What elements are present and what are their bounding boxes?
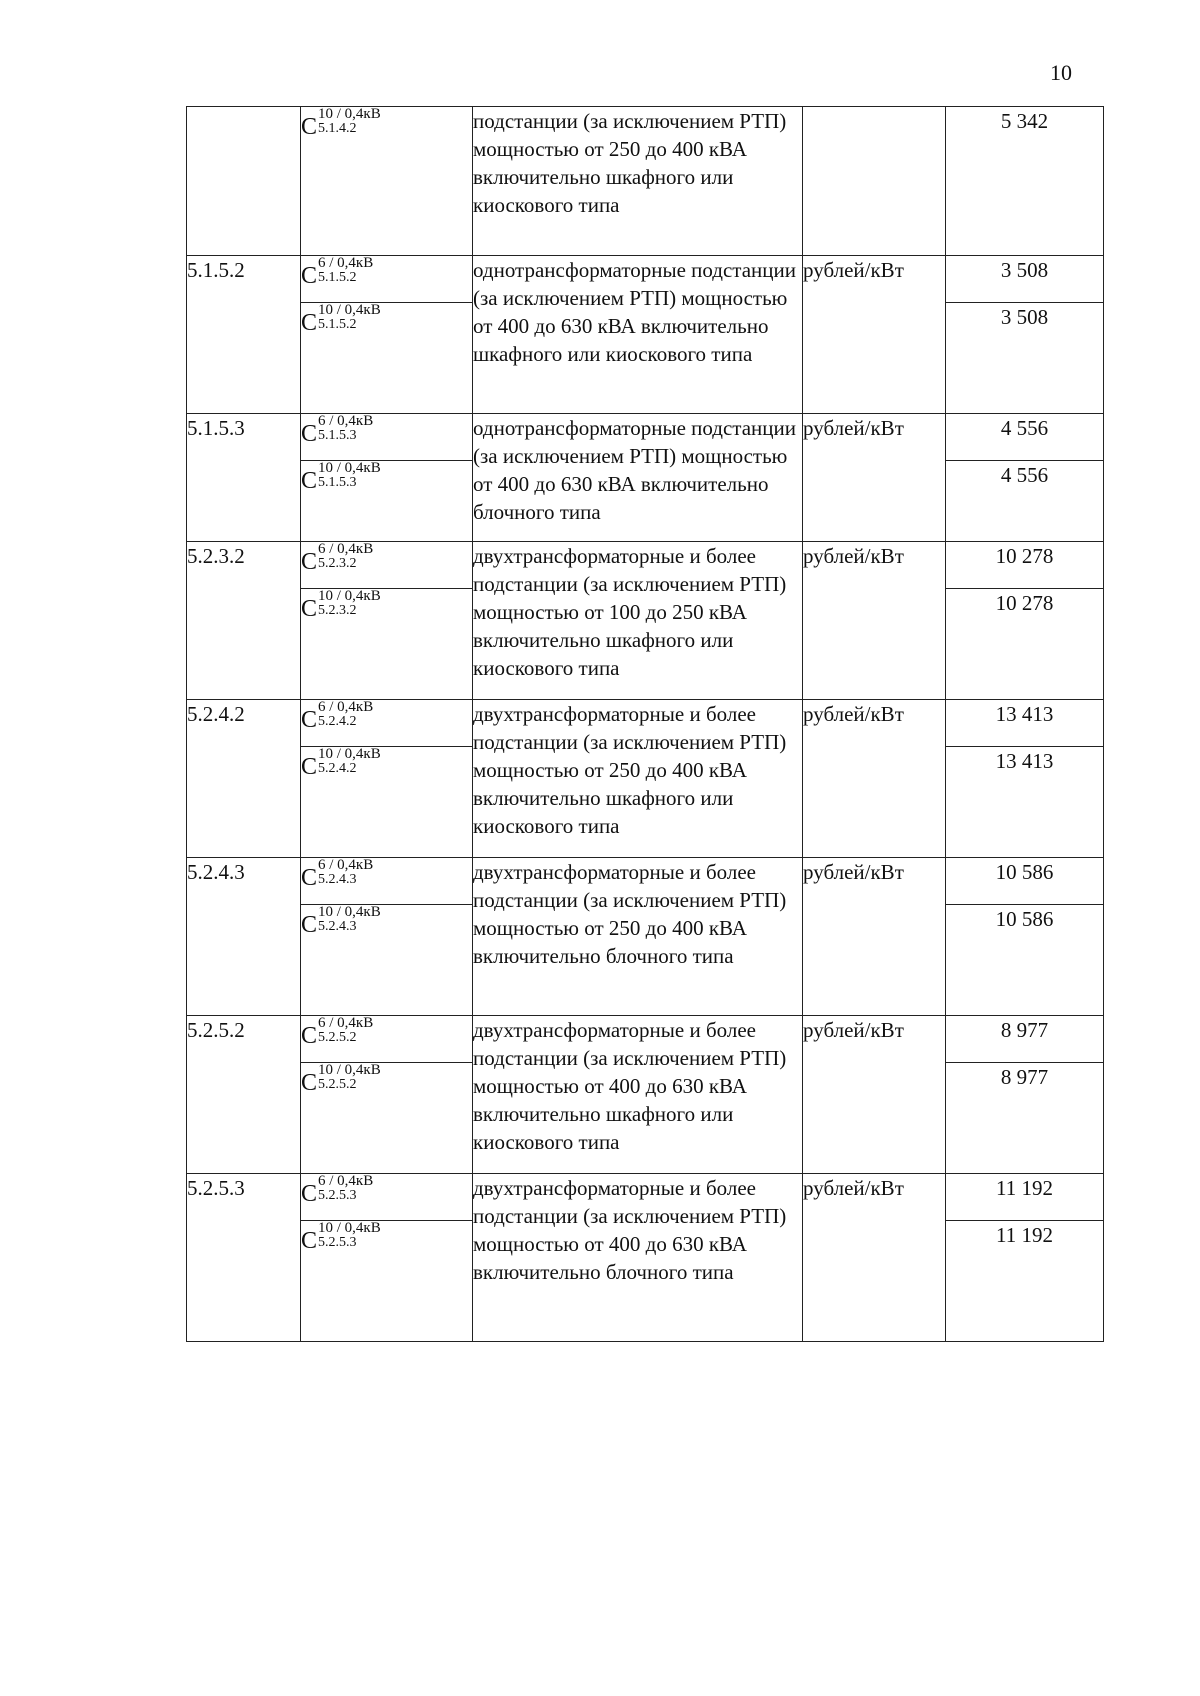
rate-symbol bbox=[301, 589, 381, 621]
rate-value: 10 586 bbox=[946, 858, 1104, 905]
rate-index: 5.2.5.3 bbox=[318, 1235, 357, 1250]
rate-index: 5.1.4.2 bbox=[318, 121, 357, 136]
voltage-class: 6 / 0,4кВ bbox=[318, 413, 374, 429]
rate-symbol-base: C bbox=[301, 1023, 318, 1049]
rate-symbol-cell bbox=[301, 700, 473, 747]
page-number: 10 bbox=[1050, 60, 1072, 85]
rate-value: 13 413 bbox=[946, 700, 1104, 747]
substation-description: однотрансформаторные подстанции (за исключением РТП) мощностью от 400 до 630 кВА включительно блочного типа bbox=[473, 414, 803, 542]
voltage-class: 10 / 0,4кВ bbox=[318, 1220, 381, 1236]
item-code: 5.1.5.3 bbox=[187, 414, 301, 542]
rate-symbol-base: C bbox=[301, 707, 318, 733]
item-code: 5.2.4.2 bbox=[187, 700, 301, 858]
table-row bbox=[187, 700, 1104, 747]
rate-symbol bbox=[301, 1221, 381, 1253]
rate-value: 4 556 bbox=[946, 461, 1104, 542]
rate-symbol-base: C bbox=[301, 912, 318, 938]
substation-description: двухтрансформаторные и более подстанции (за исключением РТП) мощностью от 400 до 630 кВА включительно шкафного или киоскового типа bbox=[473, 1016, 803, 1174]
rate-symbol-cell bbox=[301, 1063, 473, 1174]
rate-symbol bbox=[301, 461, 381, 493]
rate-value: 8 977 bbox=[946, 1016, 1104, 1063]
rate-symbol-cell bbox=[301, 1221, 473, 1342]
voltage-class: 6 / 0,4кВ bbox=[318, 1173, 374, 1189]
rate-symbol bbox=[301, 747, 381, 779]
rate-symbol bbox=[301, 256, 373, 288]
rate-value: 10 586 bbox=[946, 905, 1104, 1016]
rate-index: 5.2.3.2 bbox=[318, 603, 357, 618]
rate-symbol bbox=[301, 1174, 373, 1206]
item-code: 5.2.5.2 bbox=[187, 1016, 301, 1174]
rate-symbol-cell bbox=[301, 858, 473, 905]
rate-index: 5.1.5.2 bbox=[318, 317, 357, 332]
voltage-class: 10 / 0,4кВ bbox=[318, 746, 381, 762]
rate-symbol-base: C bbox=[301, 1181, 318, 1207]
rate-value: 11 192 bbox=[946, 1174, 1104, 1221]
voltage-class: 6 / 0,4кВ bbox=[318, 699, 374, 715]
table-row bbox=[187, 542, 1104, 589]
rate-index: 5.2.4.3 bbox=[318, 919, 357, 934]
rate-value: 10 278 bbox=[946, 542, 1104, 589]
rate-symbol bbox=[301, 905, 381, 937]
table-row bbox=[187, 414, 1104, 461]
item-code: 5.2.4.3 bbox=[187, 858, 301, 1016]
table-row bbox=[187, 858, 1104, 905]
rate-symbol-base: C bbox=[301, 754, 318, 780]
rate-index: 5.1.5.3 bbox=[318, 475, 357, 490]
rate-symbol bbox=[301, 1016, 373, 1048]
rate-index: 5.1.5.2 bbox=[318, 270, 357, 285]
rate-symbol bbox=[301, 542, 373, 574]
rate-symbol-cell bbox=[301, 303, 473, 414]
voltage-class: 6 / 0,4кВ bbox=[318, 541, 374, 557]
voltage-class: 6 / 0,4кВ bbox=[318, 255, 374, 271]
rate-index: 5.2.5.2 bbox=[318, 1077, 357, 1092]
rate-value: 3 508 bbox=[946, 303, 1104, 414]
voltage-class: 6 / 0,4кВ bbox=[318, 1015, 374, 1031]
rate-symbol-base: C bbox=[301, 263, 318, 289]
rate-symbol-cell bbox=[301, 461, 473, 542]
rate-value: 5 342 bbox=[946, 107, 1104, 256]
rate-symbol bbox=[301, 107, 381, 139]
rate-symbol-base: C bbox=[301, 596, 318, 622]
rate-value: 10 278 bbox=[946, 589, 1104, 700]
rate-symbol-base: C bbox=[301, 468, 318, 494]
voltage-class: 6 / 0,4кВ bbox=[318, 857, 374, 873]
rate-symbol-base: C bbox=[301, 421, 318, 447]
rate-symbol-base: C bbox=[301, 1070, 318, 1096]
substation-description: двухтрансформаторные и более подстанции (за исключением РТП) мощностью от 100 до 250 кВА включительно шкафного или киоскового типа bbox=[473, 542, 803, 700]
table-row bbox=[187, 1016, 1104, 1063]
rate-value: 13 413 bbox=[946, 747, 1104, 858]
rate-symbol bbox=[301, 303, 381, 335]
rate-symbol-cell bbox=[301, 107, 473, 256]
rate-value: 8 977 bbox=[946, 1063, 1104, 1174]
item-code: 5.2.5.3 bbox=[187, 1174, 301, 1342]
rate-index: 5.2.3.2 bbox=[318, 556, 357, 571]
substation-description: подстанции (за исключением РТП) мощностью от 250 до 400 кВА включительно шкафного или киоскового типа bbox=[473, 107, 803, 256]
rate-symbol bbox=[301, 700, 373, 732]
table-row bbox=[187, 107, 1104, 256]
item-code: 5.1.5.2 bbox=[187, 256, 301, 414]
rate-symbol-base: C bbox=[301, 865, 318, 891]
substation-description: двухтрансформаторные и более подстанции (за исключением РТП) мощностью от 250 до 400 кВА включительно блочного типа bbox=[473, 858, 803, 1016]
table-row bbox=[187, 1174, 1104, 1221]
voltage-class: 10 / 0,4кВ bbox=[318, 1062, 381, 1078]
rate-index: 5.2.5.2 bbox=[318, 1030, 357, 1045]
rate-value: 3 508 bbox=[946, 256, 1104, 303]
voltage-class: 10 / 0,4кВ bbox=[318, 106, 381, 122]
unit-of-measure: рублей/кВт bbox=[803, 1174, 946, 1342]
rate-symbol-base: C bbox=[301, 549, 318, 575]
rate-symbol-base: C bbox=[301, 310, 318, 336]
rate-symbol-cell bbox=[301, 1016, 473, 1063]
substation-description: двухтрансформаторные и более подстанции (за исключением РТП) мощностью от 400 до 630 кВА включительно блочного типа bbox=[473, 1174, 803, 1342]
tariff-table-body bbox=[187, 107, 1104, 1342]
item-code: 5.2.3.2 bbox=[187, 542, 301, 700]
rate-index: 5.2.5.3 bbox=[318, 1188, 357, 1203]
unit-of-measure: рублей/кВт bbox=[803, 542, 946, 700]
unit-of-measure: рублей/кВт bbox=[803, 858, 946, 1016]
rate-symbol bbox=[301, 1063, 381, 1095]
substation-description: двухтрансформаторные и более подстанции (за исключением РТП) мощностью от 250 до 400 кВА включительно шкафного или киоскового типа bbox=[473, 700, 803, 858]
rate-index: 5.2.4.2 bbox=[318, 714, 357, 729]
voltage-class: 10 / 0,4кВ bbox=[318, 460, 381, 476]
voltage-class: 10 / 0,4кВ bbox=[318, 904, 381, 920]
rate-symbol-cell bbox=[301, 1174, 473, 1221]
table-row bbox=[187, 256, 1104, 303]
rate-value: 11 192 bbox=[946, 1221, 1104, 1342]
item-code bbox=[187, 107, 301, 256]
unit-of-measure: рублей/кВт bbox=[803, 700, 946, 858]
rate-symbol-base: C bbox=[301, 114, 318, 140]
rate-symbol-cell bbox=[301, 542, 473, 589]
unit-of-measure bbox=[803, 107, 946, 256]
rate-value: 4 556 bbox=[946, 414, 1104, 461]
voltage-class: 10 / 0,4кВ bbox=[318, 302, 381, 318]
tariff-table bbox=[186, 106, 1104, 1342]
rate-symbol bbox=[301, 414, 373, 446]
unit-of-measure: рублей/кВт bbox=[803, 414, 946, 542]
rate-symbol-cell bbox=[301, 905, 473, 1016]
rate-symbol-base: C bbox=[301, 1228, 318, 1254]
rate-symbol-cell bbox=[301, 256, 473, 303]
rate-index: 5.1.5.3 bbox=[318, 428, 357, 443]
rate-symbol-cell bbox=[301, 747, 473, 858]
voltage-class: 10 / 0,4кВ bbox=[318, 588, 381, 604]
rate-symbol bbox=[301, 858, 373, 890]
substation-description: однотрансформаторные подстанции (за исключением РТП) мощностью от 400 до 630 кВА включительно шкафного или киоскового типа bbox=[473, 256, 803, 414]
unit-of-measure: рублей/кВт bbox=[803, 1016, 946, 1174]
rate-index: 5.2.4.3 bbox=[318, 872, 357, 887]
rate-symbol-cell bbox=[301, 414, 473, 461]
unit-of-measure: рублей/кВт bbox=[803, 256, 946, 414]
rate-index: 5.2.4.2 bbox=[318, 761, 357, 776]
rate-symbol-cell bbox=[301, 589, 473, 700]
